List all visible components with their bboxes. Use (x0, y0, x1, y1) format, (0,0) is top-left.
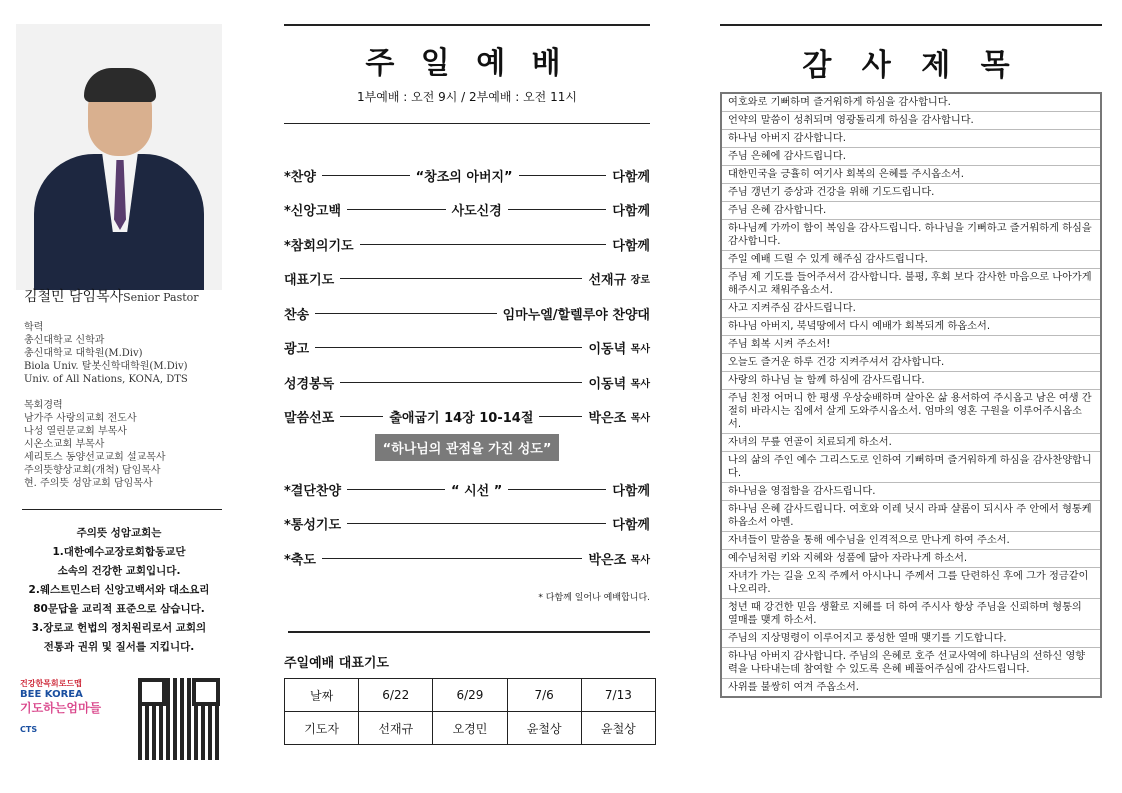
order-row (284, 193, 650, 228)
service-times: 1부예배 : 오전 9시 / 2부예배 : 오전 11시 (357, 90, 577, 104)
order-role: 목사 (630, 413, 651, 425)
order-row (284, 472, 650, 507)
pastor-bio: 학력 총신대학교 신학과 총신대학교 대학원(M.Div) Biola Univ. 탈봇신학대학원(M.Div) Univ. of All Nations, KONA, DTS 목회경력 남가주 사랑의교회 전도사 나성 열린문교회 부목사 시온소교회 부목사 세리토스 동양선교교회 설교목사 주의뜻향상교회(개척) 담임목사 현. 주의뜻 성암교회 담임목사 (24, 322, 188, 489)
logo-bee-korea: BEE KOREA (20, 689, 83, 700)
thanks-item: 오늘도 즐거운 하루 건강 지켜주셔서 감사합니다. (722, 354, 1100, 372)
order-right: 박은조 (588, 411, 627, 427)
order-label: *결단찬양 (284, 483, 342, 499)
order-label: 찬송 (284, 307, 310, 323)
table-cell: 오경민 (433, 712, 507, 745)
order-label: *축도 (284, 552, 316, 568)
photo-hair (84, 68, 156, 102)
pastor-title-en: Senior Pastor (123, 291, 199, 304)
order-row (284, 507, 650, 542)
divider (22, 509, 222, 510)
order-right: 다함께 (612, 483, 651, 499)
order-row (284, 262, 650, 297)
thanks-item: 하나님 은혜 감사드립니다. 여호와 이레 닛시 라파 샬롬이 되시사 주 안에서 형통케 하옵소서 아멘. (722, 501, 1100, 532)
order-right: 다함께 (612, 238, 650, 254)
order-role: 목사 (630, 554, 650, 566)
thanks-item: 주님 은혜 감사합니다. (722, 202, 1100, 220)
order-role: 목사 (630, 378, 650, 390)
thanks-title: 감 사 제 목 (802, 48, 1020, 83)
thanks-item: 나의 삶의 주인 예수 그리스도로 인하여 기뻐하며 즐거워하게 하심을 감사찬양합니다. (722, 452, 1100, 483)
thanks-item: 대한민국을 긍휼히 여기사 회복의 은혜를 주시옵소서. (722, 166, 1100, 184)
order-right: 임마누엘/할렐루야 찬양대 (502, 307, 650, 323)
top-rule (720, 24, 1102, 26)
thanks-item: 사위를 불쌍히 여겨 주옵소서. (728, 682, 860, 693)
pastor-name: 김철민 담임목사 (24, 289, 124, 305)
thanks-item: 사랑의 하나님 늘 함께 하심에 감사드립니다. (722, 372, 1100, 390)
thanks-item: 주님 갱년기 증상과 건강을 위해 기도드립니다. (722, 184, 1100, 202)
order-row (284, 158, 650, 193)
pastor-photo (16, 24, 222, 290)
thanks-item: 주님 회복 시켜 주소서! (722, 336, 1100, 354)
thanks-item: 주님의 지상명령이 이루어지고 풍성한 열매 맺기를 기도합니다. (722, 630, 1100, 648)
order-label: *찬양 (284, 169, 316, 185)
logo-cts: CTS (20, 725, 38, 734)
order-row (284, 227, 650, 262)
table-cell: 윤철상 (581, 712, 655, 745)
worship-column (284, 24, 651, 736)
order-middle: “창조의 아버지” (415, 169, 513, 185)
thanks-item: 자녀의 무릎 연골이 치료되게 하소서. (722, 434, 1100, 452)
table-row (285, 712, 656, 745)
sermon-title-box (284, 434, 650, 472)
order-label: 대표기도 (284, 273, 335, 289)
table-cell: 6/29 (433, 679, 507, 712)
order-label: 말씀선포 (284, 411, 335, 427)
order-label: 성경봉독 (284, 376, 335, 392)
sermon-title: “하나님의 관점을 가진 성도” (375, 434, 560, 461)
order-row (284, 541, 650, 576)
standing-note: * 다함께 일어나 예배합니다. (538, 593, 650, 603)
thanks-item: 하나님께 가까이 함이 복임을 감사드립니다. 하나님을 기뻐하고 즐거워하게 하심을 감사합니다. (722, 220, 1100, 251)
thanks-item: 주님 제 기도를 들어주셔서 감사합니다. 불평, 후회 보다 감사한 마음으로 나아가게 해주시고 채워주옵소서. (722, 269, 1100, 300)
order-middle: 출애굽기 14장 10-14절 (389, 411, 534, 427)
order-right: 다함께 (612, 169, 651, 185)
order-right: 이동녁 (588, 342, 627, 358)
qr-code[interactable] (138, 678, 220, 760)
prayer-schedule-table (284, 678, 656, 745)
church-statement: 주의뜻 성암교회는 1.대한예수교장로회합동교단 소속의 건강한 교회입니다. 2.웨스트민스터 신앙고백서와 대소요리 80문답을 교리적 표준으로 삼습니다. 3.장로교 헌법의 정치원리로서 교회의 전통과 권위 및 질서를 지킵니다. (28, 527, 210, 653)
order-of-service (284, 158, 650, 576)
logo-roadmap: 건강한목회로드맵 (20, 679, 82, 688)
table-cell: 기도자 (285, 712, 359, 745)
thanks-item: 언약의 말씀이 성취되며 영광돌리게 하심을 감사합니다. (722, 112, 1100, 130)
thanks-column (720, 24, 1102, 693)
order-row (284, 400, 650, 435)
thanks-item: 하나님 아버지 감사합니다. (722, 130, 1100, 148)
order-right: 이동녁 (588, 376, 627, 392)
order-label: *신앙고백 (284, 204, 342, 220)
order-label: 광고 (284, 342, 310, 358)
thanks-item: 자녀가 가는 길을 오직 주께서 아시나니 주께서 그를 단련하신 후에 그가 정금같이 나오리라. (722, 568, 1100, 599)
order-right: 다함께 (612, 204, 651, 220)
thanks-item: 여호와로 기뻐하며 즐거워하게 하심을 감사합니다. (722, 94, 1100, 112)
order-right: 선재규 (588, 273, 627, 289)
divider (284, 123, 650, 124)
order-role: 장로 (630, 275, 650, 287)
thanks-item: 사고 지켜주심 감사드립니다. (722, 300, 1100, 318)
partner-logos (20, 678, 220, 774)
logo-praying-moms: 기도하는엄마들 (20, 701, 102, 715)
order-middle: “ 시선 ” (451, 483, 503, 499)
worship-title: 주 일 예 배 (365, 46, 569, 81)
thanks-item: 주일 예배 드릴 수 있게 해주심 감사드립니다. (722, 251, 1100, 269)
thanks-item: 주님 은혜에 감사드립니다. (722, 148, 1100, 166)
table-row (285, 679, 656, 712)
order-right: 다함께 (612, 518, 650, 534)
thanks-item: 하나님 아버지, 북녘땅에서 다시 예배가 회복되게 하옵소서. (722, 318, 1100, 336)
table-cell: 7/13 (581, 679, 655, 712)
order-row (284, 365, 650, 400)
table-cell: 윤철상 (507, 712, 581, 745)
divider (288, 631, 650, 633)
thanks-item: 하나님을 영접함을 감사드립니다. (722, 483, 1100, 501)
thanks-list (720, 92, 1102, 698)
thanks-item: 하나님 아버지 감사합니다. 주님의 은혜로 호주 선교사역에 하나님의 선하신 영향력을 나타내는데 참여할 수 있도록 은혜 베풀어주심에 감사드립니다. (722, 648, 1100, 679)
order-row (284, 331, 650, 366)
table-cell: 날짜 (285, 679, 359, 712)
thanks-item: 자녀들이 말씀을 통해 예수님을 인격적으로 만나게 하여 주소서. (722, 532, 1100, 550)
table-cell: 6/22 (359, 679, 433, 712)
order-middle: 사도신경 (451, 204, 502, 220)
top-rule (284, 24, 650, 26)
prayer-schedule-title: 주일예배 대표기도 (284, 656, 389, 671)
order-label: *통성기도 (284, 518, 342, 534)
table-cell: 선재규 (359, 712, 433, 745)
thanks-item: 주님 친정 어머니 한 평생 우상숭배하며 살아온 삶 용서하여 주시옵고 남은 여생 간절히 바라시는 집에서 살게 도와주시옵소서. 엄마의 영혼 구원을 이루어주시옵소서. (722, 390, 1100, 434)
thanks-item: 예수님처럼 키와 지혜와 성품에 닮아 자라나게 하소서. (722, 550, 1100, 568)
order-label: *참회의기도 (284, 238, 354, 254)
pastor-column (16, 24, 222, 734)
order-role: 목사 (630, 344, 650, 356)
order-right: 박은조 (588, 552, 627, 568)
thanks-item: 청년 때 강건한 믿음 생활로 지혜를 더 하여 주시사 항상 주님을 신뢰하며 형통의 열매를 맺게 하소서. (722, 599, 1100, 630)
pastor-name-line (24, 286, 199, 306)
table-cell: 7/6 (507, 679, 581, 712)
order-row (284, 296, 650, 331)
